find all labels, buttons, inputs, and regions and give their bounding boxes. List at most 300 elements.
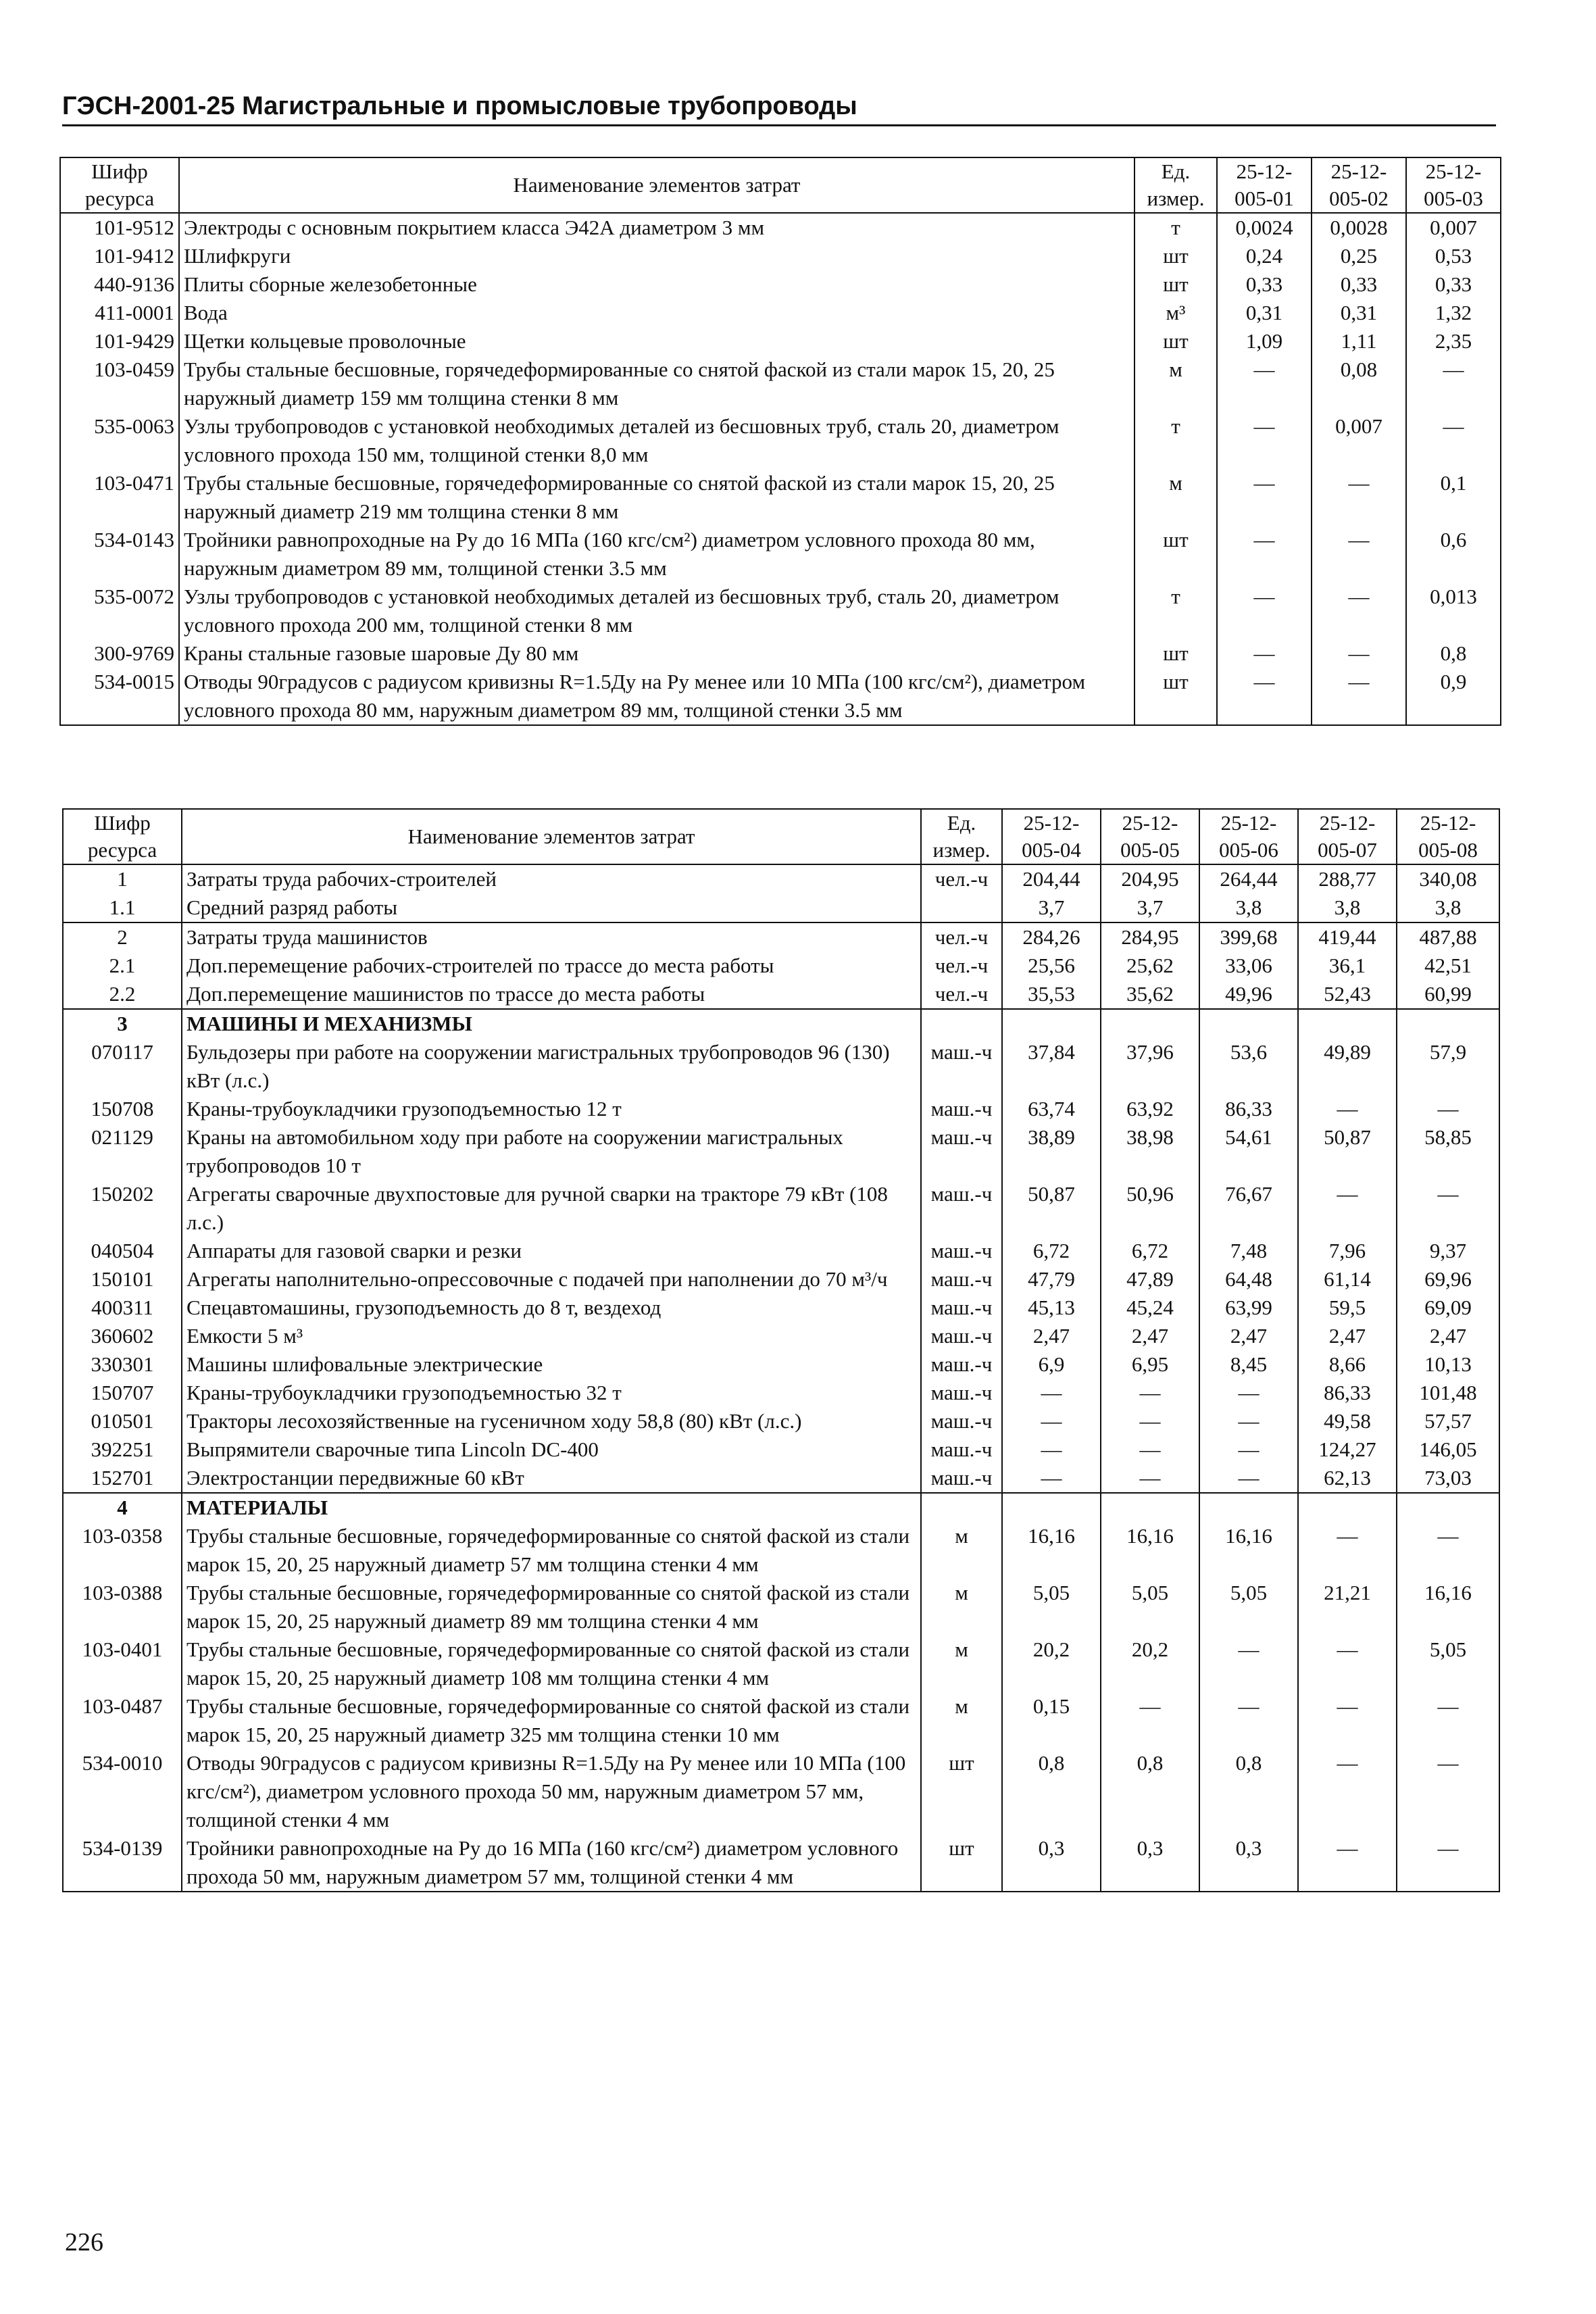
table-row xyxy=(60,355,1501,412)
unit-of-measure: чел.-ч xyxy=(921,864,1002,893)
unit-of-measure xyxy=(921,893,1002,922)
norm-value: 0,6 xyxy=(1406,526,1501,583)
norm-value xyxy=(1397,1009,1499,1038)
norm-value: 63,99 xyxy=(1199,1294,1298,1322)
resource-code: 070117 xyxy=(63,1038,182,1095)
table-row xyxy=(63,1379,1499,1407)
norm-value: 33,06 xyxy=(1199,952,1298,980)
norm-value: 0,33 xyxy=(1406,270,1501,299)
norm-value: 0,15 xyxy=(1002,1692,1101,1749)
resource-name: Краны-трубоукладчики грузоподъемностью 32 т xyxy=(182,1379,921,1407)
table-row xyxy=(60,299,1501,327)
norm-value: 35,62 xyxy=(1101,980,1199,1009)
table-row xyxy=(63,1350,1499,1379)
resource-name: Электроды с основным покрытием класса Э42А диаметром 3 мм xyxy=(179,213,1134,242)
unit-of-measure: м xyxy=(921,1692,1002,1749)
resource-code: 4 xyxy=(63,1493,182,1522)
norm-value xyxy=(1397,1493,1499,1522)
resource-code: 021129 xyxy=(63,1123,182,1180)
norm-value: 2,35 xyxy=(1406,327,1501,355)
norm-value: — xyxy=(1101,1464,1199,1493)
resource-name: Трубы стальные бесшовные, горячедеформированные со снятой фаской из стали марок 15, 20, 25 наружный диаметр 159 мм толщина стенки 8 мм xyxy=(179,355,1134,412)
unit-of-measure: шт xyxy=(921,1749,1002,1834)
norm-value: 9,37 xyxy=(1397,1237,1499,1265)
unit-of-measure: маш.-ч xyxy=(921,1379,1002,1407)
resource-name: Тройники равнопроходные на Ру до 16 МПа (160 кгс/см²) диаметром условного прохода 80 мм, наружным диаметром 89 мм, толщиной стенки 3.5 мм xyxy=(179,526,1134,583)
resource-code: 101-9429 xyxy=(60,327,179,355)
resource-code: 2 xyxy=(63,922,182,952)
table-row xyxy=(63,1265,1499,1294)
resource-name: МАТЕРИАЛЫ xyxy=(182,1493,921,1522)
norm-value: — xyxy=(1298,1522,1397,1579)
table-row xyxy=(63,1038,1499,1095)
resource-code: 103-0471 xyxy=(60,469,179,526)
table-row xyxy=(63,1692,1499,1749)
norm-value: 1,32 xyxy=(1406,299,1501,327)
norm-value: 0,007 xyxy=(1406,213,1501,242)
resource-code: 535-0072 xyxy=(60,583,179,639)
resource-code: 300-9769 xyxy=(60,639,179,668)
norm-value: — xyxy=(1101,1379,1199,1407)
norm-value: 20,2 xyxy=(1002,1635,1101,1692)
norm-value: 73,03 xyxy=(1397,1464,1499,1493)
resource-code: 2.1 xyxy=(63,952,182,980)
unit-of-measure: м xyxy=(1134,469,1217,526)
norm-value: 62,13 xyxy=(1298,1464,1397,1493)
norm-value: 49,89 xyxy=(1298,1038,1397,1095)
table-row xyxy=(63,1095,1499,1123)
norm-value: — xyxy=(1312,526,1406,583)
norm-value: 124,27 xyxy=(1298,1435,1397,1464)
table-row xyxy=(60,583,1501,639)
unit-of-measure: маш.-ч xyxy=(921,1265,1002,1294)
resource-name: Бульдозеры при работе на сооружении магистральных трубопроводов 96 (130) кВт (л.с.) xyxy=(182,1038,921,1095)
resource-code: 150707 xyxy=(63,1379,182,1407)
table-row xyxy=(60,526,1501,583)
resource-table-1 xyxy=(59,157,1501,726)
resource-name: Трубы стальные бесшовные, горячедеформированные со снятой фаской из стали марок 15, 20, 25 наружный диаметр 219 мм толщина стенки 8 мм xyxy=(179,469,1134,526)
resource-code: 411-0001 xyxy=(60,299,179,327)
norm-value: 36,1 xyxy=(1298,952,1397,980)
norm-value: 69,96 xyxy=(1397,1265,1499,1294)
norm-value: 52,43 xyxy=(1298,980,1397,1009)
resource-code: 103-0401 xyxy=(63,1635,182,1692)
norm-value: 0,33 xyxy=(1312,270,1406,299)
resource-code: 330301 xyxy=(63,1350,182,1379)
resource-name: Электростанции передвижные 60 кВт xyxy=(182,1464,921,1493)
norm-value: 2,47 xyxy=(1298,1322,1397,1350)
table-row xyxy=(63,1180,1499,1237)
resource-name: Аппараты для газовой сварки и резки xyxy=(182,1237,921,1265)
norm-value: — xyxy=(1406,355,1501,412)
norm-value: 5,05 xyxy=(1101,1579,1199,1635)
norm-value: 0,0024 xyxy=(1217,213,1312,242)
resource-name: Узлы трубопроводов с установкой необходимых деталей из бесшовных труб, сталь 20, диаметром условного прохода 150 мм, толщиной стенки 8,0 мм xyxy=(179,412,1134,469)
table-row xyxy=(63,893,1499,922)
norm-value: 0,9 xyxy=(1406,668,1501,725)
norm-value: 0,53 xyxy=(1406,242,1501,270)
norm-value: 0,31 xyxy=(1312,299,1406,327)
norm-value xyxy=(1199,1493,1298,1522)
table-row xyxy=(60,327,1501,355)
norm-value: 42,51 xyxy=(1397,952,1499,980)
norm-value: — xyxy=(1397,1180,1499,1237)
norm-value: 0,013 xyxy=(1406,583,1501,639)
norm-value: 2,47 xyxy=(1397,1322,1499,1350)
col-header-code: Шифр ресурса xyxy=(63,809,182,864)
norm-value: — xyxy=(1312,639,1406,668)
table-row xyxy=(63,1579,1499,1635)
norm-value: — xyxy=(1101,1435,1199,1464)
norm-value: 61,14 xyxy=(1298,1265,1397,1294)
resource-name: Узлы трубопроводов с установкой необходимых деталей из бесшовных труб, сталь 20, диаметром условного прохода 200 мм, толщиной стенки 8 мм xyxy=(179,583,1134,639)
norm-value: 204,44 xyxy=(1002,864,1101,893)
norm-value: 3,8 xyxy=(1298,893,1397,922)
norm-value: 3,7 xyxy=(1101,893,1199,922)
norm-value: 0,007 xyxy=(1312,412,1406,469)
resource-name: Агрегаты сварочные двухпостовые для ручной сварки на тракторе 79 кВт (108 л.с.) xyxy=(182,1180,921,1237)
col-header-norm: 25-12-005-07 xyxy=(1298,809,1397,864)
norm-value: — xyxy=(1217,355,1312,412)
table-row xyxy=(63,980,1499,1009)
norm-value: — xyxy=(1002,1464,1101,1493)
page-number: 226 xyxy=(65,2228,103,2257)
norm-value: 64,48 xyxy=(1199,1265,1298,1294)
table-row xyxy=(63,864,1499,893)
norm-value: — xyxy=(1397,1522,1499,1579)
table-row xyxy=(60,412,1501,469)
unit-of-measure: чел.-ч xyxy=(921,922,1002,952)
norm-value: 487,88 xyxy=(1397,922,1499,952)
unit-of-measure: шт xyxy=(1134,526,1217,583)
unit-of-measure: маш.-ч xyxy=(921,1464,1002,1493)
resource-name: Агрегаты наполнительно-опрессовочные с подачей при наполнении до 70 м³/ч xyxy=(182,1265,921,1294)
unit-of-measure: маш.-ч xyxy=(921,1123,1002,1180)
norm-value: 0,1 xyxy=(1406,469,1501,526)
table-row xyxy=(63,1749,1499,1834)
resource-code: 534-0015 xyxy=(60,668,179,725)
norm-value: 53,6 xyxy=(1199,1038,1298,1095)
unit-of-measure: м xyxy=(921,1522,1002,1579)
norm-value: 340,08 xyxy=(1397,864,1499,893)
norm-value: 57,57 xyxy=(1397,1407,1499,1435)
norm-value: 57,9 xyxy=(1397,1038,1499,1095)
norm-value: — xyxy=(1217,469,1312,526)
unit-of-measure xyxy=(921,1493,1002,1522)
table-row xyxy=(60,668,1501,725)
norm-value: 16,16 xyxy=(1002,1522,1101,1579)
resource-name: Краны-трубоукладчики грузоподъемностью 12 т xyxy=(182,1095,921,1123)
resource-name: Спецавтомашины, грузоподъемность до 8 т, вездеход xyxy=(182,1294,921,1322)
table-row xyxy=(60,639,1501,668)
norm-value: 69,09 xyxy=(1397,1294,1499,1322)
col-header-norm: 25-12-005-02 xyxy=(1312,157,1406,213)
unit-of-measure: маш.-ч xyxy=(921,1237,1002,1265)
table-row xyxy=(63,1407,1499,1435)
col-header-unit: Ед. измер. xyxy=(921,809,1002,864)
col-header-name: Наименование элементов затрат xyxy=(179,157,1134,213)
resource-code: 1.1 xyxy=(63,893,182,922)
norm-value: 0,24 xyxy=(1217,242,1312,270)
resource-name: Доп.перемещение машинистов по трассе до места работы xyxy=(182,980,921,1009)
unit-of-measure: т xyxy=(1134,213,1217,242)
norm-value: 0,08 xyxy=(1312,355,1406,412)
norm-value: 5,05 xyxy=(1199,1579,1298,1635)
resource-table-2 xyxy=(62,808,1500,1892)
resource-name: Трубы стальные бесшовные, горячедеформированные со снятой фаской из стали марок 15, 20, 25 наружный диаметр 325 мм толщина стенки 10 мм xyxy=(182,1692,921,1749)
resource-name: МАШИНЫ И МЕХАНИЗМЫ xyxy=(182,1009,921,1038)
resource-code: 040504 xyxy=(63,1237,182,1265)
norm-value: 6,72 xyxy=(1101,1237,1199,1265)
table-row xyxy=(60,270,1501,299)
resource-code: 440-9136 xyxy=(60,270,179,299)
resource-code: 101-9412 xyxy=(60,242,179,270)
resource-code: 103-0459 xyxy=(60,355,179,412)
resource-name: Трубы стальные бесшовные, горячедеформированные со снятой фаской из стали марок 15, 20, 25 наружный диаметр 89 мм толщина стенки 4 мм xyxy=(182,1579,921,1635)
norm-value: 25,56 xyxy=(1002,952,1101,980)
norm-value: 6,9 xyxy=(1002,1350,1101,1379)
resource-code: 103-0388 xyxy=(63,1579,182,1635)
norm-value: — xyxy=(1199,1692,1298,1749)
col-header-unit: Ед. измер. xyxy=(1134,157,1217,213)
norm-value: — xyxy=(1397,1834,1499,1892)
resource-name: Средний разряд работы xyxy=(182,893,921,922)
col-header-norm: 25-12-005-01 xyxy=(1217,157,1312,213)
norm-value: 264,44 xyxy=(1199,864,1298,893)
norm-value: 58,85 xyxy=(1397,1123,1499,1180)
table-row xyxy=(63,1123,1499,1180)
norm-value: 284,26 xyxy=(1002,922,1101,952)
norm-value: 63,74 xyxy=(1002,1095,1101,1123)
norm-value: — xyxy=(1199,1435,1298,1464)
resource-code: 103-0358 xyxy=(63,1522,182,1579)
unit-of-measure: шт xyxy=(1134,327,1217,355)
norm-value: 0,8 xyxy=(1199,1749,1298,1834)
norm-value: 7,48 xyxy=(1199,1237,1298,1265)
resource-name: Выпрямители сварочные типа Lincoln DC-400 xyxy=(182,1435,921,1464)
resource-code: 2.2 xyxy=(63,980,182,1009)
norm-value: — xyxy=(1397,1692,1499,1749)
col-header-norm: 25-12-005-06 xyxy=(1199,809,1298,864)
norm-value: 3,7 xyxy=(1002,893,1101,922)
resource-name: Тройники равнопроходные на Ру до 16 МПа (160 кгс/см²) диаметром условного прохода 50 мм, наружным диаметром 57 мм, толщиной стенки 4 мм xyxy=(182,1834,921,1892)
norm-value: 101,48 xyxy=(1397,1379,1499,1407)
unit-of-measure: маш.-ч xyxy=(921,1294,1002,1322)
norm-value: 0,33 xyxy=(1217,270,1312,299)
norm-value: 37,96 xyxy=(1101,1038,1199,1095)
table-row xyxy=(63,1009,1499,1038)
norm-value: — xyxy=(1101,1692,1199,1749)
norm-value: — xyxy=(1199,1635,1298,1692)
resource-code: 3 xyxy=(63,1009,182,1038)
col-header-code: Шифр ресурса xyxy=(60,157,179,213)
norm-value: — xyxy=(1002,1435,1101,1464)
norm-value: 38,98 xyxy=(1101,1123,1199,1180)
norm-value: 0,0028 xyxy=(1312,213,1406,242)
table-row xyxy=(63,1237,1499,1265)
norm-value: 16,16 xyxy=(1397,1579,1499,1635)
norm-value: 45,24 xyxy=(1101,1294,1199,1322)
unit-of-measure: шт xyxy=(1134,242,1217,270)
norm-value: — xyxy=(1298,1635,1397,1692)
norm-value: 86,33 xyxy=(1199,1095,1298,1123)
table-row xyxy=(63,1435,1499,1464)
norm-value: 2,47 xyxy=(1002,1322,1101,1350)
resource-code: 101-9512 xyxy=(60,213,179,242)
resource-code: 534-0143 xyxy=(60,526,179,583)
resource-name: Трубы стальные бесшовные, горячедеформированные со снятой фаской из стали марок 15, 20, 25 наружный диаметр 108 мм толщина стенки 4 мм xyxy=(182,1635,921,1692)
norm-value: 419,44 xyxy=(1298,922,1397,952)
resource-name: Емкости 5 м³ xyxy=(182,1322,921,1350)
resource-name: Шлифкруги xyxy=(179,242,1134,270)
resource-code: 1 xyxy=(63,864,182,893)
resource-code: 534-0010 xyxy=(63,1749,182,1834)
unit-of-measure: м xyxy=(921,1635,1002,1692)
norm-value: 38,89 xyxy=(1002,1123,1101,1180)
resource-code: 360602 xyxy=(63,1322,182,1350)
norm-value: 59,5 xyxy=(1298,1294,1397,1322)
norm-value: — xyxy=(1217,583,1312,639)
unit-of-measure: чел.-ч xyxy=(921,980,1002,1009)
norm-value: 37,84 xyxy=(1002,1038,1101,1095)
norm-value: — xyxy=(1406,412,1501,469)
resource-name: Плиты сборные железобетонные xyxy=(179,270,1134,299)
unit-of-measure: шт xyxy=(1134,639,1217,668)
norm-value: 60,99 xyxy=(1397,980,1499,1009)
table-row xyxy=(63,1464,1499,1493)
norm-value: 25,62 xyxy=(1101,952,1199,980)
norm-value: 76,67 xyxy=(1199,1180,1298,1237)
norm-value xyxy=(1101,1493,1199,1522)
norm-value: — xyxy=(1101,1407,1199,1435)
table-row xyxy=(63,1294,1499,1322)
norm-value: 0,8 xyxy=(1406,639,1501,668)
norm-value: — xyxy=(1217,639,1312,668)
norm-value: 16,16 xyxy=(1199,1522,1298,1579)
norm-value: 49,58 xyxy=(1298,1407,1397,1435)
norm-value: 20,2 xyxy=(1101,1635,1199,1692)
norm-value: 10,13 xyxy=(1397,1350,1499,1379)
norm-value: 6,72 xyxy=(1002,1237,1101,1265)
unit-of-measure: шт xyxy=(921,1834,1002,1892)
table-row xyxy=(63,1522,1499,1579)
col-header-norm: 25-12-005-05 xyxy=(1101,809,1199,864)
norm-value: 1,09 xyxy=(1217,327,1312,355)
table-header-row xyxy=(60,157,1501,213)
norm-value: 86,33 xyxy=(1298,1379,1397,1407)
norm-value: 2,47 xyxy=(1199,1322,1298,1350)
unit-of-measure: маш.-ч xyxy=(921,1435,1002,1464)
resource-code: 150202 xyxy=(63,1180,182,1237)
norm-value: — xyxy=(1298,1692,1397,1749)
norm-value: 0,8 xyxy=(1002,1749,1101,1834)
norm-value: — xyxy=(1217,412,1312,469)
col-header-name: Наименование элементов затрат xyxy=(182,809,921,864)
resource-code: 150101 xyxy=(63,1265,182,1294)
norm-value: 5,05 xyxy=(1002,1579,1101,1635)
unit-of-measure: т xyxy=(1134,412,1217,469)
col-header-norm: 25-12-005-04 xyxy=(1002,809,1101,864)
resource-code: 152701 xyxy=(63,1464,182,1493)
norm-value: — xyxy=(1298,1749,1397,1834)
norm-value: — xyxy=(1002,1407,1101,1435)
resource-name: Вода xyxy=(179,299,1134,327)
norm-value: 21,21 xyxy=(1298,1579,1397,1635)
norm-value: — xyxy=(1312,583,1406,639)
norm-value: 47,79 xyxy=(1002,1265,1101,1294)
norm-value: 204,95 xyxy=(1101,864,1199,893)
norm-value: — xyxy=(1397,1749,1499,1834)
norm-value xyxy=(1298,1009,1397,1038)
norm-value: 0,3 xyxy=(1101,1834,1199,1892)
resource-code: 103-0487 xyxy=(63,1692,182,1749)
norm-value: — xyxy=(1312,668,1406,725)
norm-value xyxy=(1002,1009,1101,1038)
page-header: ГЭСН-2001-25 Магистральные и промысловые трубопроводы xyxy=(62,91,1496,126)
table-row xyxy=(63,1322,1499,1350)
norm-value: 0,3 xyxy=(1002,1834,1101,1892)
table-row xyxy=(63,1635,1499,1692)
norm-value: 3,8 xyxy=(1397,893,1499,922)
resource-name: Краны стальные газовые шаровые Ду 80 мм xyxy=(179,639,1134,668)
unit-of-measure: маш.-ч xyxy=(921,1095,1002,1123)
norm-value xyxy=(1199,1009,1298,1038)
unit-of-measure: маш.-ч xyxy=(921,1180,1002,1237)
table-row xyxy=(60,213,1501,242)
resource-code: 400311 xyxy=(63,1294,182,1322)
resource-code: 150708 xyxy=(63,1095,182,1123)
resource-name: Тракторы лесохозяйственные на гусеничном ходу 58,8 (80) кВт (л.с.) xyxy=(182,1407,921,1435)
norm-value: 47,89 xyxy=(1101,1265,1199,1294)
resource-name: Затраты труда рабочих-строителей xyxy=(182,864,921,893)
norm-value: 146,05 xyxy=(1397,1435,1499,1464)
resource-name: Щетки кольцевые проволочные xyxy=(179,327,1134,355)
unit-of-measure: м³ xyxy=(1134,299,1217,327)
unit-of-measure: шт xyxy=(1134,668,1217,725)
resource-name: Отводы 90градусов с радиусом кривизны R=1.5Ду на Ру менее или 10 МПа (100 кгс/см²), диаметром условного прохода 50 мм, наружным диаметром 57 мм, толщиной стенки 4 мм xyxy=(182,1749,921,1834)
norm-value: 7,96 xyxy=(1298,1237,1397,1265)
resource-name: Трубы стальные бесшовные, горячедеформированные со снятой фаской из стали марок 15, 20, 25 наружный диаметр 57 мм толщина стенки 4 мм xyxy=(182,1522,921,1579)
unit-of-measure: маш.-ч xyxy=(921,1407,1002,1435)
norm-value: — xyxy=(1312,469,1406,526)
norm-value: 63,92 xyxy=(1101,1095,1199,1123)
norm-value: — xyxy=(1298,1180,1397,1237)
norm-value: 8,66 xyxy=(1298,1350,1397,1379)
norm-value: 35,53 xyxy=(1002,980,1101,1009)
norm-value: 16,16 xyxy=(1101,1522,1199,1579)
norm-value: — xyxy=(1199,1407,1298,1435)
col-header-norm: 25-12-005-03 xyxy=(1406,157,1501,213)
norm-value: 288,77 xyxy=(1298,864,1397,893)
resource-name: Машины шлифовальные электрические xyxy=(182,1350,921,1379)
norm-value: 50,87 xyxy=(1298,1123,1397,1180)
norm-value: 1,11 xyxy=(1312,327,1406,355)
norm-value: 6,95 xyxy=(1101,1350,1199,1379)
norm-value: 2,47 xyxy=(1101,1322,1199,1350)
norm-value: — xyxy=(1217,668,1312,725)
norm-value: 0,8 xyxy=(1101,1749,1199,1834)
norm-value: 54,61 xyxy=(1199,1123,1298,1180)
unit-of-measure: шт xyxy=(1134,270,1217,299)
norm-value: 399,68 xyxy=(1199,922,1298,952)
unit-of-measure: маш.-ч xyxy=(921,1322,1002,1350)
resource-code: 534-0139 xyxy=(63,1834,182,1892)
norm-value: — xyxy=(1199,1379,1298,1407)
norm-value: 8,45 xyxy=(1199,1350,1298,1379)
resource-code: 010501 xyxy=(63,1407,182,1435)
unit-of-measure: маш.-ч xyxy=(921,1350,1002,1379)
norm-value: — xyxy=(1217,526,1312,583)
